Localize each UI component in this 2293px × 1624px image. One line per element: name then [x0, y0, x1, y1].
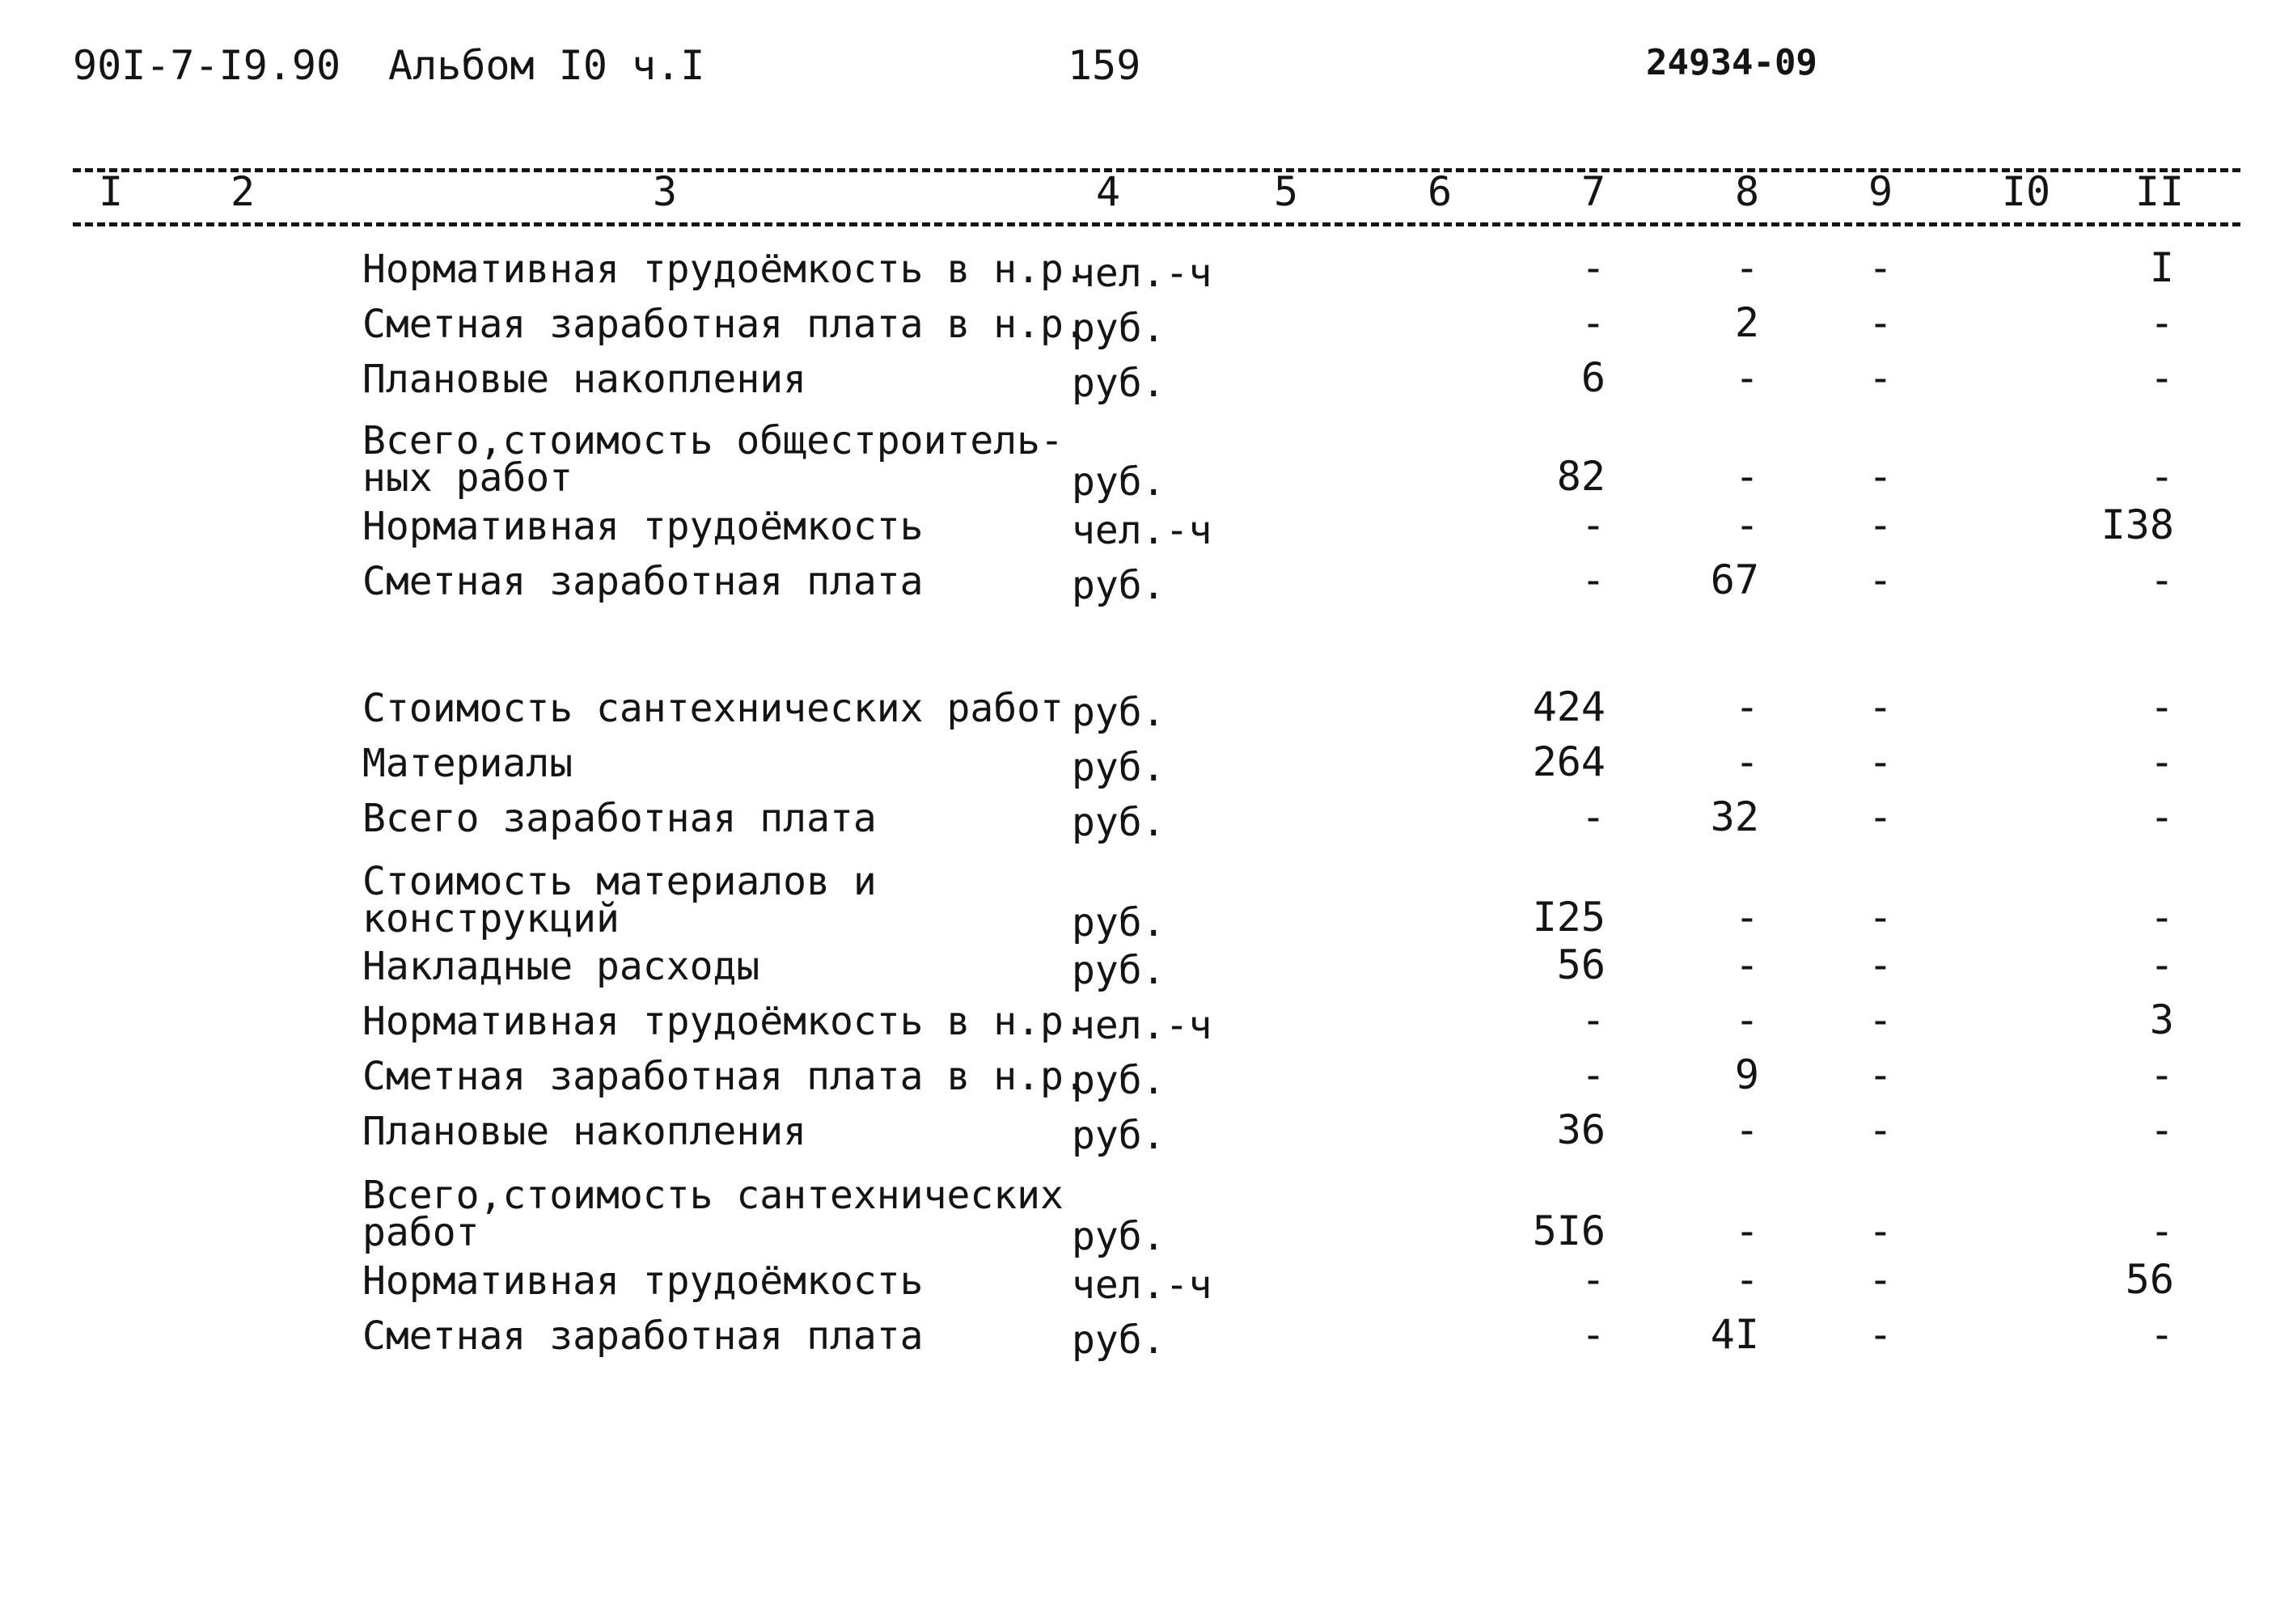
cell-col-8: -	[1734, 354, 1759, 401]
cell-col-8: 4I	[1710, 1311, 1759, 1358]
row-label: Всего,стоимость общестроитель- ных работ	[362, 418, 1064, 501]
cell-col-7: 5I6	[1532, 1207, 1606, 1254]
cell-col-9: -	[1868, 793, 1893, 840]
column-number: 5	[1273, 168, 1299, 215]
row-label: Нормативная трудоёмкость	[362, 1258, 924, 1304]
cell-col-11: -	[2149, 1051, 2174, 1098]
cell-col-9: -	[1868, 1256, 1893, 1303]
column-number: 9	[1868, 168, 1893, 215]
cell-col-9: -	[1868, 556, 1893, 603]
cell-col-9: -	[1868, 996, 1893, 1043]
row-unit: руб.	[1072, 361, 1166, 406]
cell-col-9: -	[1868, 299, 1893, 346]
cell-col-7: -	[1580, 996, 1606, 1043]
row-unit: руб.	[1072, 459, 1166, 505]
cell-col-7: -	[1580, 1051, 1606, 1098]
cell-col-7: -	[1580, 1256, 1606, 1303]
column-number: 7	[1580, 168, 1606, 215]
row-unit: руб.	[1072, 1317, 1166, 1363]
cell-col-8: -	[1734, 1106, 1759, 1153]
row-label: Плановые накопления	[362, 357, 807, 402]
cell-col-9: -	[1868, 354, 1893, 401]
cell-col-8: 67	[1710, 556, 1759, 603]
cell-col-8: -	[1734, 738, 1759, 785]
row-unit: руб.	[1072, 900, 1166, 945]
column-number: I0	[2001, 168, 2051, 215]
row-unit: чел.-ч	[1072, 1262, 1212, 1308]
cell-col-7: 264	[1532, 738, 1606, 785]
cell-col-7: 36	[1556, 1106, 1606, 1153]
column-number: I	[98, 168, 124, 215]
cell-col-7: I25	[1532, 894, 1606, 941]
album-label: Альбом I0 ч.I	[388, 42, 705, 89]
cell-col-8: -	[1734, 244, 1759, 291]
row-unit: руб.	[1072, 745, 1166, 790]
header-bottom-rule	[73, 222, 2240, 226]
cell-col-11: -	[2149, 941, 2174, 988]
document-code: 90I-7-I9.90	[73, 42, 341, 89]
cell-col-8: -	[1734, 894, 1759, 941]
cell-col-11: I	[2149, 244, 2174, 291]
row-label: Материалы	[362, 741, 573, 786]
cell-col-7: -	[1580, 299, 1606, 346]
inventory-number: 24934-09	[1646, 42, 1817, 83]
cell-col-11: -	[2149, 738, 2174, 785]
cell-col-7: -	[1580, 556, 1606, 603]
cell-col-7: -	[1580, 793, 1606, 840]
cell-col-8: -	[1734, 941, 1759, 988]
cell-col-8: -	[1734, 501, 1759, 548]
cell-col-7: -	[1580, 501, 1606, 548]
row-label: Накладные расходы	[362, 944, 760, 989]
row-label: Стоимость материалов и конструкций	[362, 859, 877, 941]
row-unit: руб.	[1072, 800, 1166, 845]
cell-col-11: -	[2149, 683, 2174, 730]
cell-col-7: 6	[1580, 354, 1606, 401]
row-label: Нормативная трудоёмкость в н.р.	[362, 999, 1087, 1044]
row-unit: руб.	[1072, 563, 1166, 608]
row-unit: руб.	[1072, 1058, 1166, 1103]
row-label: Сметная заработная плата	[362, 559, 924, 604]
cell-col-7: -	[1580, 244, 1606, 291]
cell-col-9: -	[1868, 501, 1893, 548]
column-number: 3	[652, 168, 678, 215]
cell-col-8: -	[1734, 1207, 1759, 1254]
cell-col-11: -	[2149, 453, 2174, 500]
column-number: 4	[1095, 168, 1121, 215]
cell-col-7: -	[1580, 1311, 1606, 1358]
row-unit: руб.	[1072, 306, 1166, 351]
column-number: 8	[1734, 168, 1760, 215]
cell-col-8: -	[1734, 683, 1759, 730]
row-unit: чел.-ч	[1072, 508, 1212, 553]
cell-col-9: -	[1868, 1207, 1893, 1254]
row-label: Всего заработная плата	[362, 796, 877, 841]
row-label: Нормативная трудоёмкость	[362, 504, 924, 549]
column-number: 6	[1427, 168, 1453, 215]
cell-col-8: -	[1734, 453, 1759, 500]
cell-col-7: 424	[1532, 683, 1606, 730]
row-unit: руб.	[1072, 1113, 1166, 1158]
page-number: 159	[1068, 42, 1141, 89]
cell-col-11: -	[2149, 1106, 2174, 1153]
row-label: Сметная заработная плата в н.р.	[362, 1054, 1087, 1099]
row-label: Сметная заработная плата	[362, 1313, 924, 1359]
cell-col-11: -	[2149, 354, 2174, 401]
row-unit: чел.-ч	[1072, 251, 1212, 296]
row-unit: руб.	[1072, 948, 1166, 993]
cell-col-8: 2	[1734, 299, 1759, 346]
row-label: Плановые накопления	[362, 1109, 807, 1154]
row-label: Всего,стоимость сантехнических работ	[362, 1173, 1064, 1255]
row-label: Стоимость сантехнических работ	[362, 686, 1064, 731]
cell-col-11: -	[2149, 1311, 2174, 1358]
column-number: II	[2134, 168, 2185, 215]
header-top-rule	[73, 168, 2240, 172]
row-label: Сметная заработная плата в н.р.	[362, 302, 1087, 347]
cell-col-8: -	[1734, 1256, 1759, 1303]
cell-col-11: -	[2149, 299, 2174, 346]
row-unit: руб.	[1072, 690, 1166, 735]
cell-col-11: -	[2149, 556, 2174, 603]
cell-col-11: 3	[2149, 996, 2174, 1043]
cell-col-8: 32	[1710, 793, 1759, 840]
cell-col-11: I38	[2101, 501, 2174, 548]
cell-col-11: 56	[2125, 1256, 2174, 1303]
cell-col-9: -	[1868, 683, 1893, 730]
row-label: Нормативная трудоёмкость в н.р.	[362, 247, 1087, 292]
cell-col-9: -	[1868, 244, 1893, 291]
cell-col-9: -	[1868, 1106, 1893, 1153]
cell-col-11: -	[2149, 793, 2174, 840]
row-unit: чел.-ч	[1072, 1003, 1212, 1048]
cell-col-9: -	[1868, 1311, 1893, 1358]
cell-col-7: 56	[1556, 941, 1606, 988]
cell-col-8: -	[1734, 996, 1759, 1043]
cell-col-9: -	[1868, 453, 1893, 500]
cell-col-7: 82	[1556, 453, 1606, 500]
cell-col-11: -	[2149, 894, 2174, 941]
cell-col-9: -	[1868, 1051, 1893, 1098]
row-unit: руб.	[1072, 1214, 1166, 1259]
cell-col-11: -	[2149, 1207, 2174, 1254]
cell-col-9: -	[1868, 894, 1893, 941]
column-number: 2	[230, 168, 256, 215]
cell-col-8: 9	[1734, 1051, 1759, 1098]
cell-col-9: -	[1868, 941, 1893, 988]
cell-col-9: -	[1868, 738, 1893, 785]
